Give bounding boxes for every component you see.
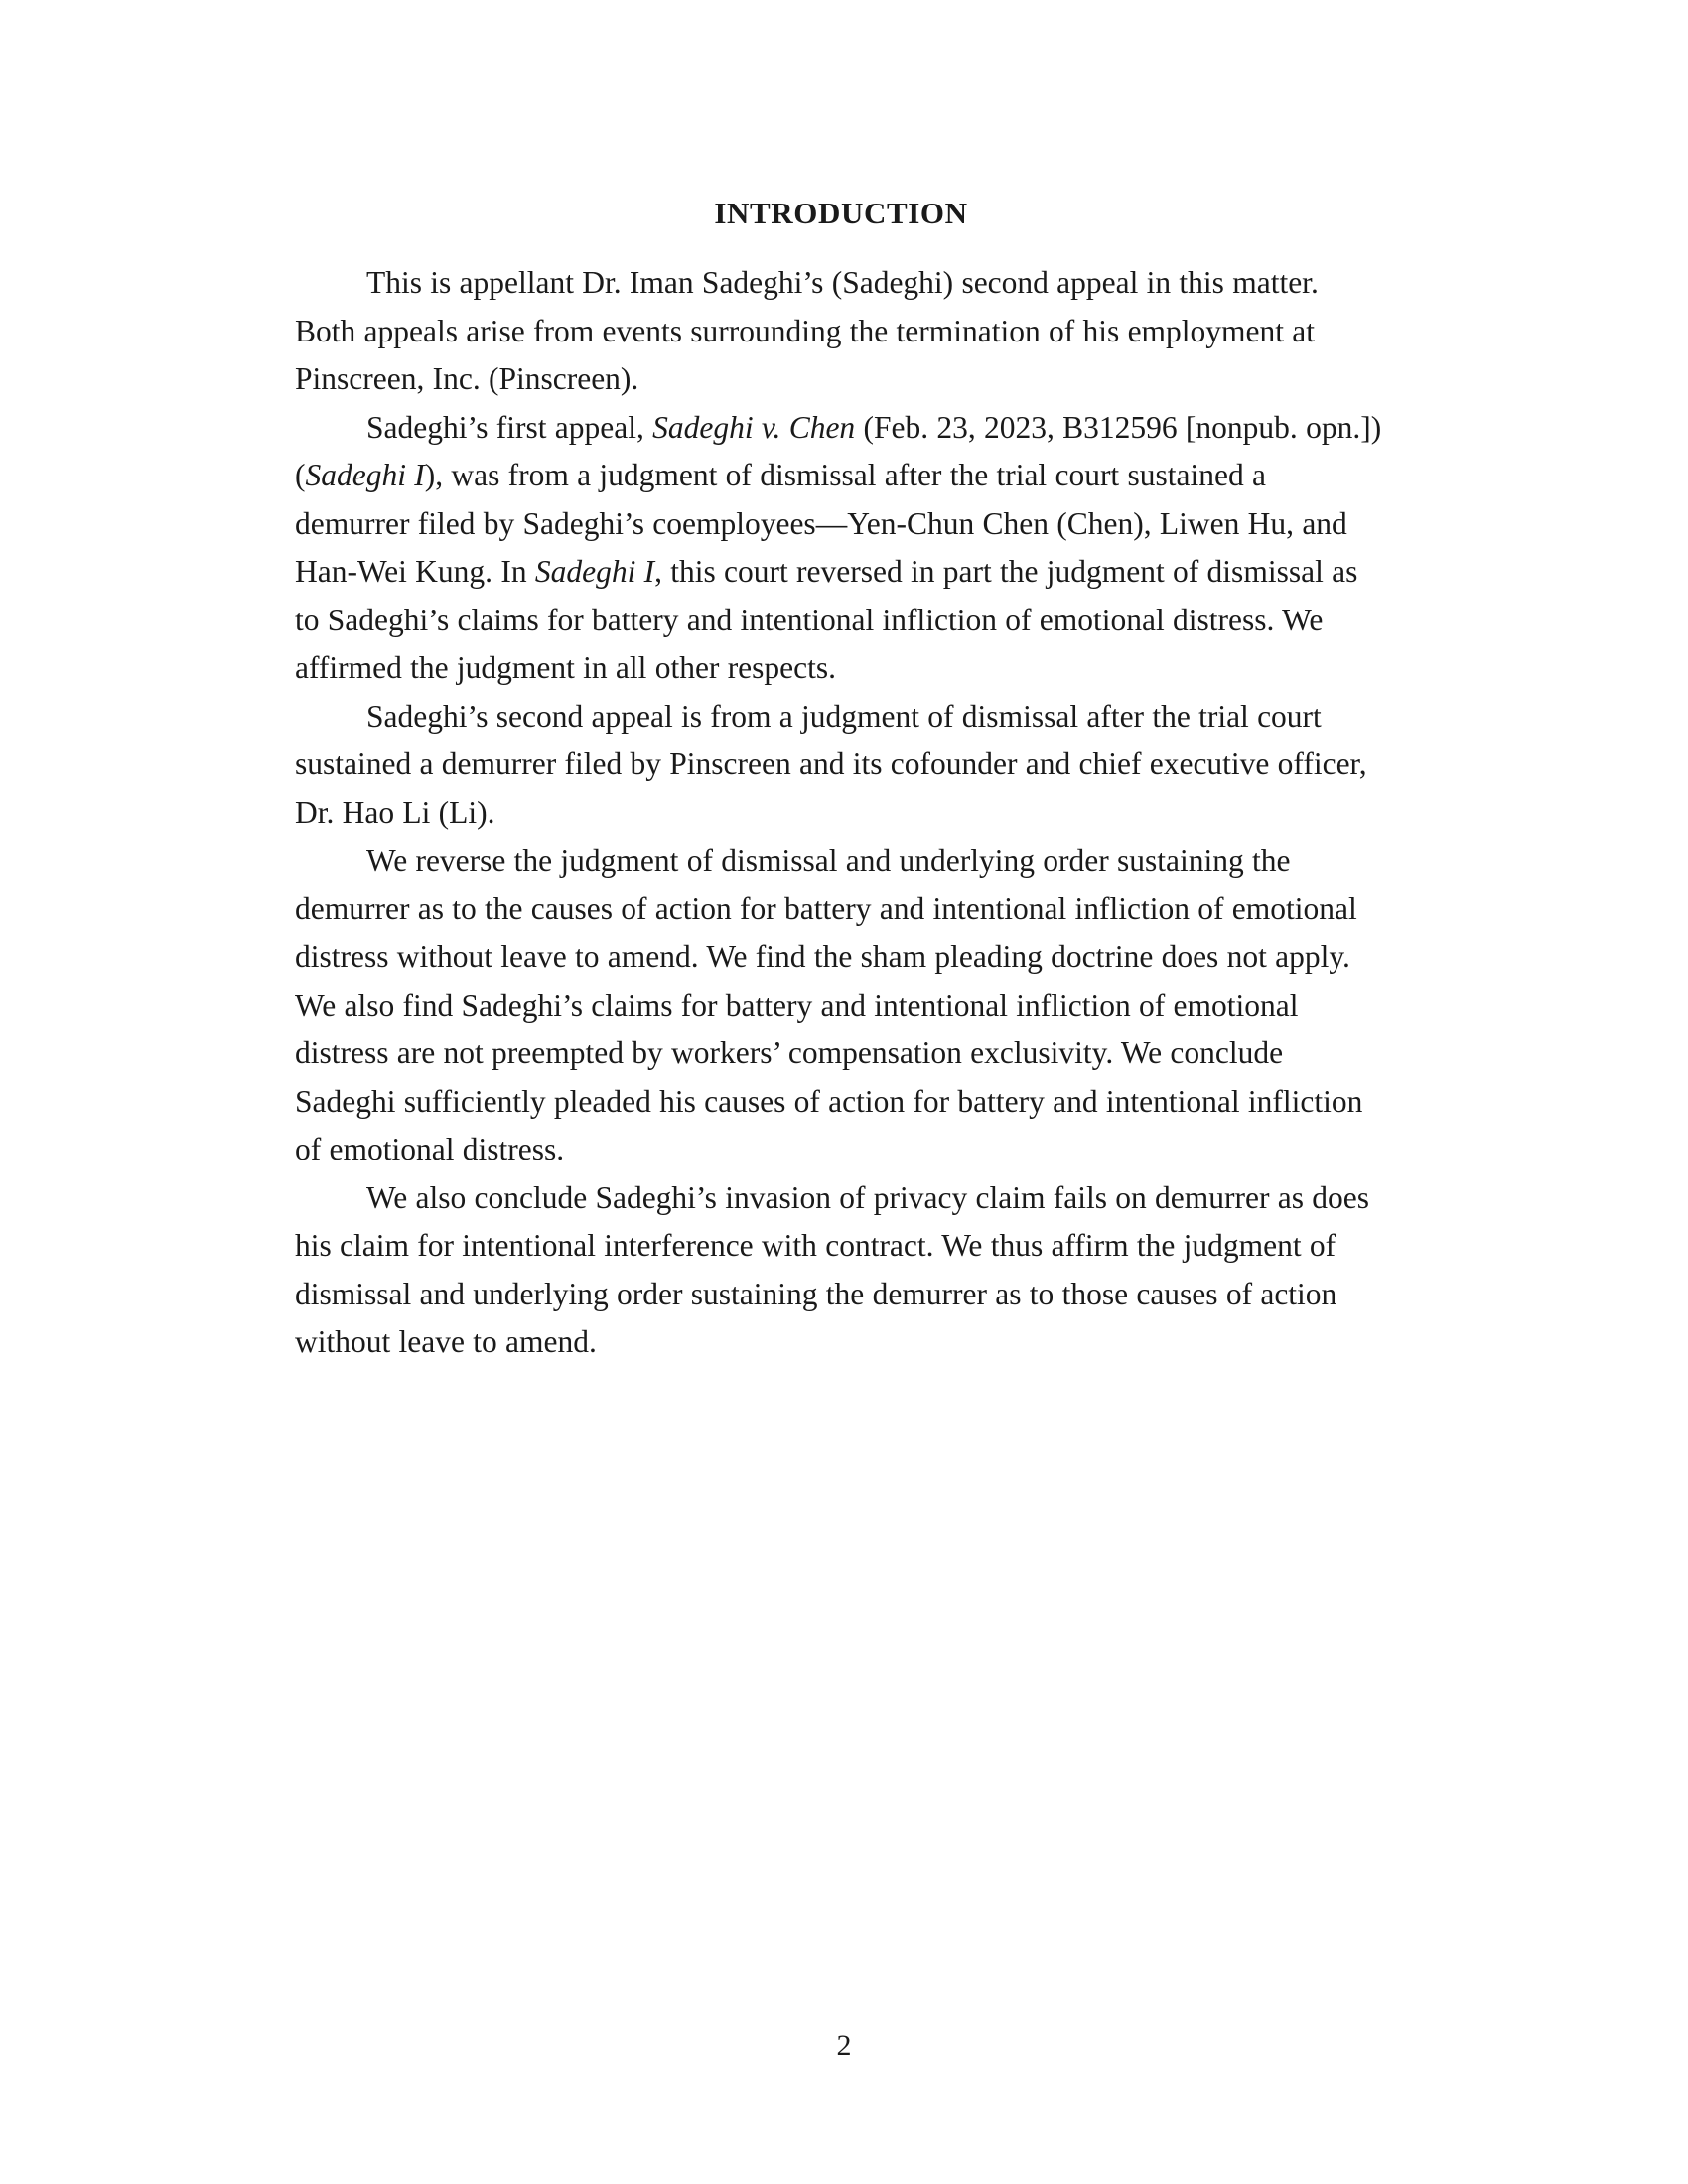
case-citation-italic: Sadeghi v. Chen [652,409,856,445]
paragraph-5 [295,1174,1387,1367]
case-citation-italic: Sadeghi I [534,554,655,590]
paragraph-text: , this court reversed in part the judgment of dismissal as to Sadeghi’s claims for battery and intentional infliction of emotional distress. We affirmed the judgment in all other respects. [295,554,1358,686]
paragraph-text: Sadeghi’s second appeal is from a judgment of dismissal after the trial court sustained a demurrer filed by Pinscreen and its cofounder and chief executive officer, Dr. Hao Li (Li). [295,698,1367,830]
paragraph-list [295,259,1387,1367]
paragraph-text: This is appellant Dr. Iman Sadeghi’s (Sadeghi) second appeal in this matter. Both appeals arise from events surrounding the termination of his employment at Pinscreen, Inc. (Pinscreen). [295,265,1319,397]
paragraph-2 [295,404,1387,693]
paragraph-text: ), was from a judgment of dismissal after the trial court sustained a demurrer filed by Sadeghi’s coemployees—Yen-Chun Chen (Chen), Liwen Hu, and Han-Wei Kung. In [295,458,1347,590]
document-text-block [295,195,1387,1367]
page-title: INTRODUCTION [714,196,968,230]
paragraph-text: (Feb. 23, 2023, B312596 [nonpub. opn.]) ( [295,409,1382,493]
case-citation-italic: Sadeghi I [305,458,425,493]
page-number: 2 [836,2029,852,2062]
paragraph-text: Sadeghi’s first appeal, [366,409,653,445]
paragraph-text: We reverse the judgment of dismissal and underlying order sustaining the demurrer as to the causes of action for battery and intentional infliction of emotional distress without leave to amend. We find the sham pleading doctrine does not apply. We also find Sadeghi’s claims for battery and intentional infliction of emotional distress are not preempted by workers’ compensation exclusivity. We conclude Sadeghi sufficiently pleaded his causes of action for battery and intentional infliction of emotional distress. [295,843,1363,1167]
paragraph-text: We also conclude Sadeghi’s invasion of privacy claim fails on demurrer as does his claim for intentional interference with contract. We thus affirm the judgment of dismissal and underlying order sustaining the demurrer as to those causes of action without leave to amend. [295,1179,1369,1360]
paragraph-1 [295,259,1387,404]
paragraph-3 [295,693,1387,838]
paragraph-4 [295,837,1387,1174]
